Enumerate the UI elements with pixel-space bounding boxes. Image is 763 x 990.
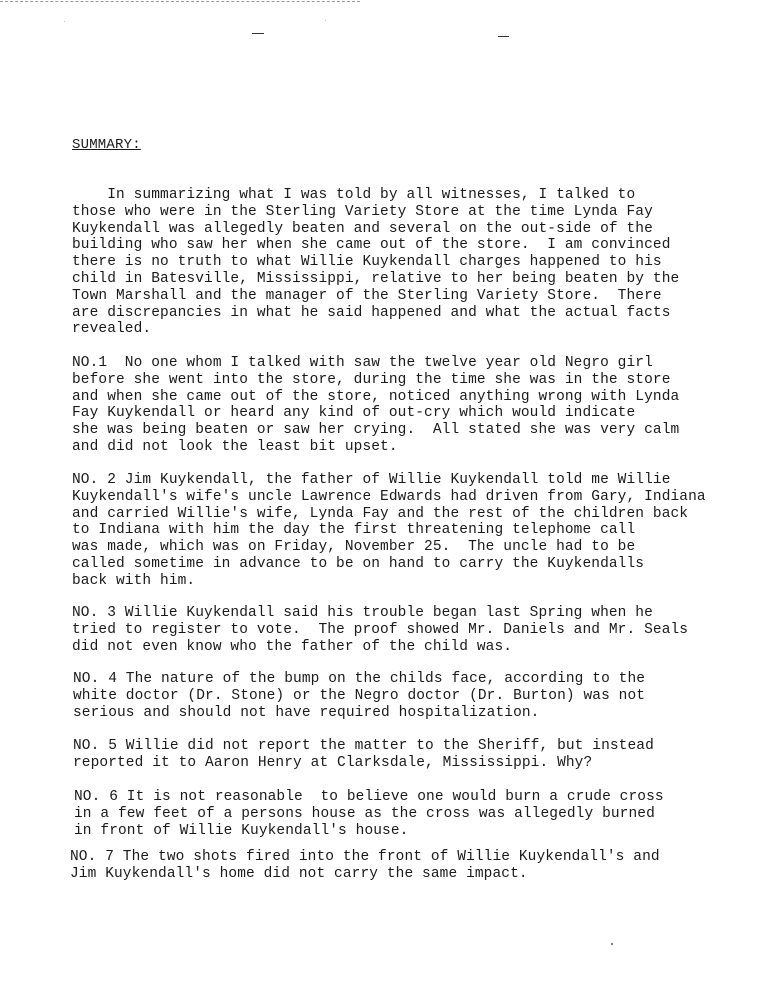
summary-intro-paragraph: In summarizing what I was told by all witnesses, I talked to those who were in the Sterling Variety Store at the time Lynda Fay Kuykendall was allegedly beaten and several on the out-side of the building who saw her when she came out of the store. I am convinced there is no truth to what Willie Kuykendall charges happened to his child in Batesville, Mississippi, relative to her being beaten by the Town Marshall and the manager of the Sterling Variety Store. There are discrepancies in what he said happened and what the actual facts revealed.: [72, 187, 680, 338]
finding-no-7: NO. 7 The two shots fired into the front of Willie Kuykendall's and Jim Kuykendall's home did not carry the same impact.: [70, 849, 660, 882]
speck: [611, 943, 613, 945]
finding-no-5: NO. 5 Willie did not report the matter to the Sheriff, but instead reported it to Aaron Henry at Clarksdale, Mississippi. Why?: [73, 738, 654, 771]
finding-no-3: NO. 3 Willie Kuykendall said his trouble began last Spring when he tried to register to vote. The proof showed Mr. Daniels and Mr. Seals did not even know who the father of the child was.: [72, 605, 689, 655]
finding-no-4: NO. 4 The nature of the bump on the childs face, according to the white doctor (Dr. Stone) or the Negro doctor (Dr. Burton) was not serious and should not have required hospitalization.: [73, 671, 646, 721]
top-dashed-edge: [0, 1, 360, 2]
finding-no-2: NO. 2 Jim Kuykendall, the father of Willie Kuykendall told me Willie Kuykendall's wife's uncle Lawrence Edwards had driven from Gary, Indiana and carried Willie's wife, Lynda Fay and the rest of the children back to Indiana with him the day the first threatening telephome call was made, which was on Friday, November 25. The uncle had to be called sometime in advance to be on hand to carry the Kuykendalls back with him.: [72, 472, 706, 589]
finding-no-1: NO.1 No one whom I talked with saw the twelve year old Negro girl before she went into the store, during the time she was in the store and when she came out of the store, noticed anything wrong with Lynda Fay Kuykendall or heard any kind of out-cry which would indicate she was being beaten or saw her crying. All stated she was very calm and did not look the least bit upset.: [72, 355, 680, 455]
summary-heading: [72, 137, 141, 153]
summary-heading-text: SUMMARY:: [72, 137, 141, 153]
stray-dash-mark: [498, 36, 509, 37]
speck: [325, 20, 326, 21]
finding-no-6: NO. 6 It is not reasonable to believe one would burn a crude cross in a few feet of a persons house as the cross was allegedly burned in front of Willie Kuykendall's house.: [74, 789, 664, 839]
speck: [64, 21, 65, 22]
stray-dash-mark: [252, 33, 264, 34]
